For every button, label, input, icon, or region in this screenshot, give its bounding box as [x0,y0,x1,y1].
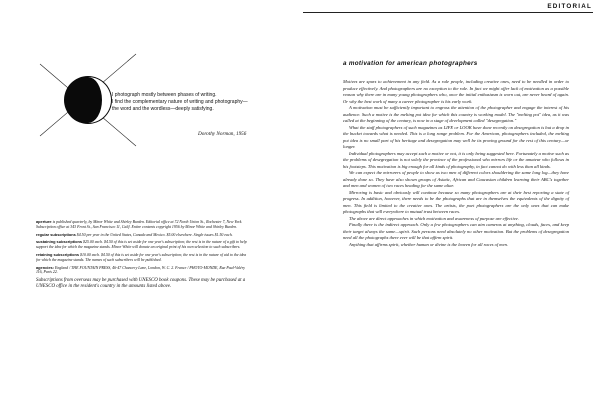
article-paragraph: We can expect the mirrorers of people to show us two men of different colors shouldering the same long log—they have already done so. They have also shown groups of Asiatic, African and Caucasian children learning their ABC's together and men and women of two races heading for the same altar. [343,170,569,188]
header-rule [303,12,593,13]
colophon-regular-subscriptions [36,233,249,238]
article-paragraph: Finally there is the indirect approach. Only a few photographers can aim cameras at anything, clouds, faces, and keep their target always the same—spirit. Such persons need absolutely no other motivation. But the problems of desegregation need all the photographs there ever will be that affirm spirit. [343,222,569,240]
colophon-sustaining-subscriptions [36,240,249,250]
epigraph-line: the word and the wordless—deeply satisfying. [112,106,214,112]
colophon-label: retaining subscriptions [36,251,80,257]
colophon-label: agencies: [36,264,54,270]
colophon-retaining-subscriptions [36,253,249,263]
article-paragraph: A motivation must be sufficiently important to engross the attention of the photographer and engage the interest of his audience. Such a motive is the melting pot idea for which this country is working model. The "melting pot" idea, as it was called at the beginning of the century, is now in a stage of development called "desegregation." [343,105,569,123]
colophon-label: sustaining subscriptions [36,239,83,245]
colophon-text: $25.00 each. $4.50 of this is set aside for one year's subscription; the rest is in the nature of a gift to help support the idea for which the magazine stands. Minor White will donate an original print of his own selection to such subscribers. [36,240,247,250]
colophon-text: is published quarterly, by Minor White and Shirley Burden. Editorial office at 72 North Union St., Rochester 7, New York. Subscription office at 343 Front St., San Francisco 11, Calif. Entire contents copyright 1956 by Minor White and Shirley Burden. [36,220,243,229]
article-paragraph: Individual photographers may accept such a motive or not, it is only being suggested here. Fortunately a motive such as the problems of desegregation is not solely the province of the professional who mirrors life or the amateur who follows in his footsteps. This motivation is big enough for all kinds of photography, in fact cannot do with less than all kinds. [343,150,569,169]
colophon-unesco-note: Subscriptions from overseas may be purchased with UNESCO book coupons. These may be purchased at a UNESCO office in the resident's country in the amounts listed above. [36,278,246,290]
article-paragraph: The above are direct approaches in which motivation and awareness of purpose are effective. [349,215,519,221]
article-paragraph: Mirroring is basic and obviously will continue because so many photographers are at their best reporting a state of progress. In addition, however, there needs to be the photographs that are in themselves the equivalents of the dignity of men. This field is limited to the creative ones. The artists, the poet photographers are the only ones that can make photographs that will everywhere to mutual trust between races. [343,189,569,214]
epigraph-quote [112,92,262,113]
colophon-publication-info [36,220,249,230]
colophon-text: $10.00 each. $4.50 of this is set aside for one year's subscription; the rest is in the nature of aid to the idea for which the magazine stands. The names of such subscribers will be published. [36,252,247,262]
article-paragraph: What the staff photographers of such magazines as LIFE or LOOK have done recently on desegregation is but a drop in the bucket towards what is needed. This is a long range problem. For the American, photographers included, the melting pot idea is no small part of his heritage and desegregation may well be its proving ground for the rest of this century—or longer. [343,124,569,149]
epigraph-line: I find the complementary nature of writing and photography— [112,99,248,105]
colophon-agencies [36,266,249,276]
colophon-text: England / THE FOUNTAIN PRESS, 46-47 Chancery Lane, London, W. C. 2. France / PHOTO-MONDE, Rue Paul-Valéry 116, Paris 22. [36,265,245,275]
epigraph-attribution: Dorothy Norman, 1956 [198,131,247,137]
article-title: a motivation for american photographers [343,60,478,67]
section-label: EDITORIAL [547,3,592,10]
colophon-label: regular subscriptions [36,231,76,237]
epigraph-line: I photograph mostly between phases of writing. [112,92,217,98]
article-body [343,79,569,248]
colophon [36,220,249,294]
colophon-text: $4.50 per year in the United States, Canada and Mexico. $5.00 elsewhere. Single issues $1.50 each. [76,232,233,237]
article-paragraph: Motives are spurs to achievement in any field. As a rule people, including creative ones, need to be needled in order to produce effectively. And photographers are no exception to the rule. In fact we might offer lack of motivation as a possible reason why there are in many young photographers who, once the initial enthusiasm is worn out, are never heard of again. Or why the best work of many a career photographer is his early work. [343,79,569,104]
article-paragraph: Anything that affirms spirit, whether human or divine is the leaven for all races of men. [349,241,508,247]
colophon-label: aperture [36,219,52,224]
